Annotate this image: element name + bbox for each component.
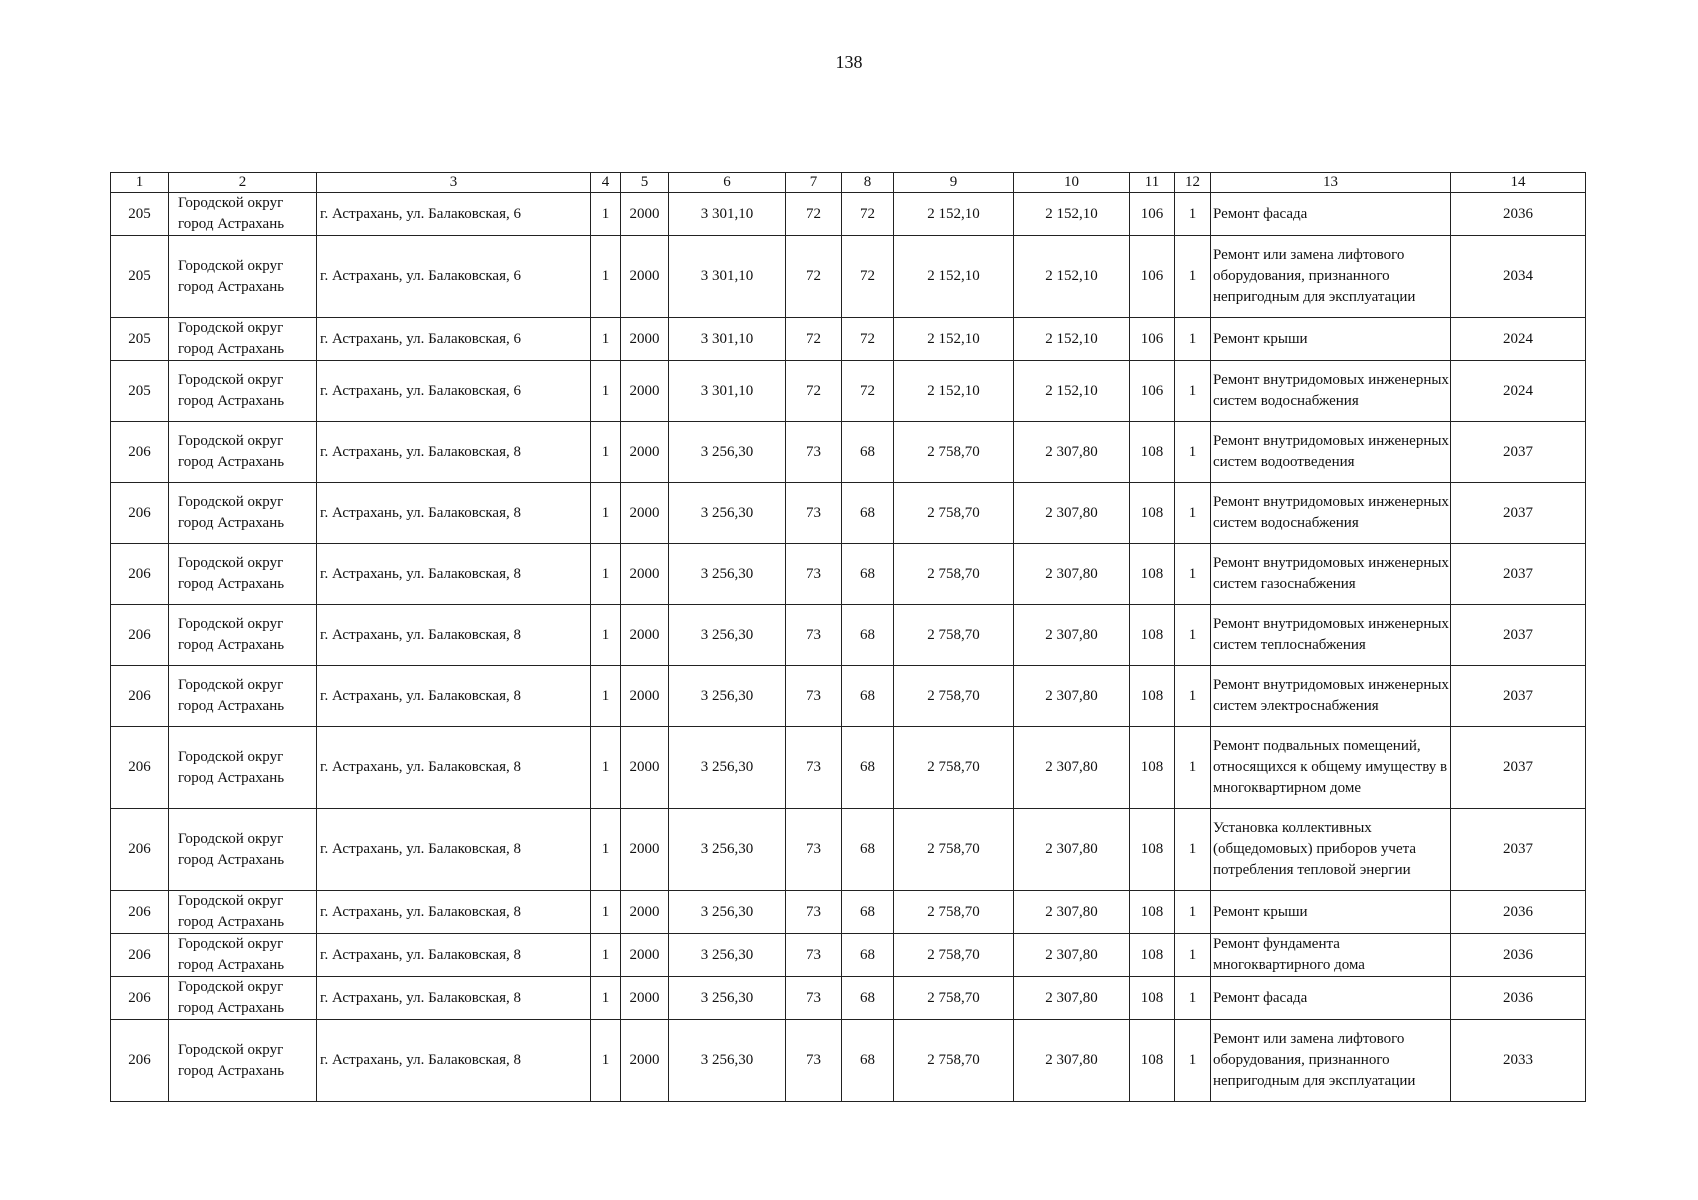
cell-year: 2000	[621, 1020, 669, 1102]
cell-district: Городской округ город Астрахань	[169, 483, 317, 544]
cell-work-type: Ремонт внутридомовых инженерных систем теплоснабжения	[1211, 605, 1451, 666]
cell-planned-year: 2037	[1451, 809, 1586, 891]
cell-planned-year: 2037	[1451, 727, 1586, 809]
cell-address: г. Астрахань, ул. Балаковская, 8	[317, 809, 591, 891]
cell-year: 2000	[621, 666, 669, 727]
cell-area-10: 2 307,80	[1014, 666, 1130, 727]
cell-planned-year: 2024	[1451, 361, 1586, 422]
cell-col-11: 108	[1130, 809, 1175, 891]
cell-col-12: 1	[1175, 605, 1211, 666]
cell-work-type: Ремонт или замена лифтового оборудования, признанного непригодным для эксплуатации	[1211, 236, 1451, 318]
cell-district: Городской округ город Астрахань	[169, 977, 317, 1020]
cell-address: г. Астрахань, ул. Балаковская, 8	[317, 934, 591, 977]
cell-planned-year: 2036	[1451, 934, 1586, 977]
cell-area-total: 3 301,10	[669, 193, 786, 236]
cell-area-10: 2 307,80	[1014, 809, 1130, 891]
cell-col-7: 73	[786, 891, 842, 934]
cell-year: 2000	[621, 727, 669, 809]
cell-col-7: 73	[786, 666, 842, 727]
cell-area-9: 2 152,10	[894, 236, 1014, 318]
cell-row-number: 205	[111, 193, 169, 236]
table-row	[111, 361, 1586, 422]
cell-area-9: 2 758,70	[894, 727, 1014, 809]
cell-address: г. Астрахань, ул. Балаковская, 8	[317, 605, 591, 666]
cell-work-type: Ремонт крыши	[1211, 318, 1451, 361]
cell-col-11: 108	[1130, 1020, 1175, 1102]
cell-planned-year: 2036	[1451, 193, 1586, 236]
cell-year: 2000	[621, 193, 669, 236]
cell-area-9: 2 758,70	[894, 1020, 1014, 1102]
cell-district: Городской округ город Астрахань	[169, 891, 317, 934]
cell-work-type: Ремонт фасада	[1211, 193, 1451, 236]
cell-col-8: 68	[842, 544, 894, 605]
cell-area-10: 2 307,80	[1014, 422, 1130, 483]
cell-address: г. Астрахань, ул. Балаковская, 6	[317, 361, 591, 422]
cell-col-8: 72	[842, 361, 894, 422]
cell-col-11: 108	[1130, 544, 1175, 605]
column-header-6: 6	[669, 173, 786, 193]
cell-year: 2000	[621, 236, 669, 318]
capital-repair-table	[110, 172, 1586, 1102]
cell-row-number: 205	[111, 318, 169, 361]
cell-col-7: 73	[786, 483, 842, 544]
table-row	[111, 1020, 1586, 1102]
cell-area-total: 3 256,30	[669, 934, 786, 977]
cell-area-total: 3 256,30	[669, 666, 786, 727]
cell-col-8: 68	[842, 1020, 894, 1102]
cell-district: Городской округ город Астрахань	[169, 318, 317, 361]
cell-year: 2000	[621, 977, 669, 1020]
cell-year: 2000	[621, 809, 669, 891]
cell-year: 2000	[621, 891, 669, 934]
cell-col-12: 1	[1175, 977, 1211, 1020]
cell-district: Городской округ город Астрахань	[169, 193, 317, 236]
cell-area-total: 3 256,30	[669, 605, 786, 666]
column-number-row	[111, 173, 1586, 193]
cell-col-7: 72	[786, 193, 842, 236]
cell-row-number: 206	[111, 605, 169, 666]
table-row	[111, 318, 1586, 361]
cell-district: Городской округ город Астрахань	[169, 544, 317, 605]
cell-area-10: 2 307,80	[1014, 1020, 1130, 1102]
cell-area-total: 3 256,30	[669, 891, 786, 934]
cell-col-4: 1	[591, 934, 621, 977]
cell-area-10: 2 307,80	[1014, 544, 1130, 605]
cell-row-number: 205	[111, 361, 169, 422]
cell-row-number: 206	[111, 809, 169, 891]
cell-col-4: 1	[591, 666, 621, 727]
cell-col-7: 73	[786, 605, 842, 666]
cell-district: Городской округ город Астрахань	[169, 236, 317, 318]
cell-planned-year: 2024	[1451, 318, 1586, 361]
cell-col-8: 72	[842, 236, 894, 318]
cell-area-9: 2 758,70	[894, 605, 1014, 666]
cell-col-7: 72	[786, 236, 842, 318]
cell-col-4: 1	[591, 361, 621, 422]
cell-work-type: Ремонт внутридомовых инженерных систем газоснабжения	[1211, 544, 1451, 605]
cell-district: Городской округ город Астрахань	[169, 666, 317, 727]
column-header-3: 3	[317, 173, 591, 193]
cell-col-11: 108	[1130, 666, 1175, 727]
column-header-4: 4	[591, 173, 621, 193]
cell-col-7: 73	[786, 544, 842, 605]
column-header-12: 12	[1175, 173, 1211, 193]
cell-col-12: 1	[1175, 727, 1211, 809]
cell-work-type: Ремонт внутридомовых инженерных систем водоотведения	[1211, 422, 1451, 483]
table-row	[111, 727, 1586, 809]
cell-col-7: 73	[786, 934, 842, 977]
column-header-13: 13	[1211, 173, 1451, 193]
cell-area-10: 2 152,10	[1014, 236, 1130, 318]
cell-area-total: 3 301,10	[669, 236, 786, 318]
cell-address: г. Астрахань, ул. Балаковская, 8	[317, 666, 591, 727]
cell-district: Городской округ город Астрахань	[169, 1020, 317, 1102]
column-header-14: 14	[1451, 173, 1586, 193]
column-header-11: 11	[1130, 173, 1175, 193]
cell-area-total: 3 256,30	[669, 727, 786, 809]
cell-col-12: 1	[1175, 193, 1211, 236]
cell-col-11: 108	[1130, 605, 1175, 666]
cell-address: г. Астрахань, ул. Балаковская, 8	[317, 544, 591, 605]
cell-col-11: 106	[1130, 193, 1175, 236]
cell-planned-year: 2037	[1451, 422, 1586, 483]
cell-district: Городской округ город Астрахань	[169, 605, 317, 666]
cell-area-10: 2 152,10	[1014, 193, 1130, 236]
cell-row-number: 205	[111, 236, 169, 318]
cell-work-type: Ремонт подвальных помещений, относящихся к общему имуществу в многоквартирном доме	[1211, 727, 1451, 809]
cell-year: 2000	[621, 934, 669, 977]
column-header-9: 9	[894, 173, 1014, 193]
cell-area-total: 3 256,30	[669, 483, 786, 544]
cell-col-7: 72	[786, 361, 842, 422]
cell-area-total: 3 256,30	[669, 544, 786, 605]
cell-col-8: 68	[842, 666, 894, 727]
cell-year: 2000	[621, 605, 669, 666]
cell-col-8: 68	[842, 483, 894, 544]
cell-col-12: 1	[1175, 891, 1211, 934]
cell-address: г. Астрахань, ул. Балаковская, 8	[317, 422, 591, 483]
column-header-10: 10	[1014, 173, 1130, 193]
cell-year: 2000	[621, 483, 669, 544]
cell-work-type: Ремонт или замена лифтового оборудования, признанного непригодным для эксплуатации	[1211, 1020, 1451, 1102]
cell-planned-year: 2037	[1451, 483, 1586, 544]
cell-year: 2000	[621, 318, 669, 361]
table-row	[111, 934, 1586, 977]
table-row	[111, 891, 1586, 934]
cell-work-type: Ремонт внутридомовых инженерных систем электроснабжения	[1211, 666, 1451, 727]
cell-area-10: 2 152,10	[1014, 361, 1130, 422]
page-number: 138	[835, 52, 863, 72]
column-header-2: 2	[169, 173, 317, 193]
cell-col-4: 1	[591, 605, 621, 666]
cell-row-number: 206	[111, 977, 169, 1020]
cell-col-8: 68	[842, 934, 894, 977]
cell-work-type: Ремонт внутридомовых инженерных систем водоснабжения	[1211, 483, 1451, 544]
cell-col-4: 1	[591, 193, 621, 236]
cell-area-9: 2 758,70	[894, 934, 1014, 977]
cell-col-4: 1	[591, 727, 621, 809]
cell-col-4: 1	[591, 891, 621, 934]
cell-planned-year: 2034	[1451, 236, 1586, 318]
cell-col-8: 68	[842, 977, 894, 1020]
column-header-5: 5	[621, 173, 669, 193]
cell-area-9: 2 152,10	[894, 193, 1014, 236]
table-row	[111, 666, 1586, 727]
table-body	[111, 193, 1586, 1102]
cell-col-12: 1	[1175, 318, 1211, 361]
cell-area-total: 3 256,30	[669, 809, 786, 891]
cell-row-number: 206	[111, 727, 169, 809]
cell-col-7: 72	[786, 318, 842, 361]
cell-area-10: 2 307,80	[1014, 934, 1130, 977]
table-row	[111, 193, 1586, 236]
cell-col-4: 1	[591, 483, 621, 544]
cell-work-type: Установка коллективных (общедомовых) приборов учета потребления тепловой энергии	[1211, 809, 1451, 891]
cell-col-8: 68	[842, 727, 894, 809]
cell-col-11: 108	[1130, 891, 1175, 934]
cell-col-12: 1	[1175, 483, 1211, 544]
table-row	[111, 422, 1586, 483]
cell-col-4: 1	[591, 977, 621, 1020]
cell-col-12: 1	[1175, 544, 1211, 605]
cell-col-11: 108	[1130, 422, 1175, 483]
cell-district: Городской округ город Астрахань	[169, 422, 317, 483]
column-header-7: 7	[786, 173, 842, 193]
cell-area-9: 2 152,10	[894, 361, 1014, 422]
cell-work-type: Ремонт фасада	[1211, 977, 1451, 1020]
table-row	[111, 605, 1586, 666]
cell-row-number: 206	[111, 1020, 169, 1102]
cell-col-8: 68	[842, 809, 894, 891]
cell-address: г. Астрахань, ул. Балаковская, 6	[317, 236, 591, 318]
cell-col-4: 1	[591, 422, 621, 483]
cell-col-8: 72	[842, 193, 894, 236]
cell-year: 2000	[621, 422, 669, 483]
column-header-8: 8	[842, 173, 894, 193]
cell-district: Городской округ город Астрахань	[169, 727, 317, 809]
cell-area-10: 2 307,80	[1014, 891, 1130, 934]
cell-col-4: 1	[591, 809, 621, 891]
cell-col-4: 1	[591, 318, 621, 361]
cell-col-12: 1	[1175, 934, 1211, 977]
cell-area-9: 2 152,10	[894, 318, 1014, 361]
cell-area-9: 2 758,70	[894, 666, 1014, 727]
cell-col-12: 1	[1175, 809, 1211, 891]
cell-col-12: 1	[1175, 1020, 1211, 1102]
cell-work-type: Ремонт крыши	[1211, 891, 1451, 934]
cell-col-11: 108	[1130, 727, 1175, 809]
cell-planned-year: 2037	[1451, 605, 1586, 666]
cell-work-type: Ремонт фундамента многоквартирного дома	[1211, 934, 1451, 977]
cell-row-number: 206	[111, 666, 169, 727]
table-row	[111, 544, 1586, 605]
cell-col-12: 1	[1175, 361, 1211, 422]
cell-col-11: 108	[1130, 977, 1175, 1020]
cell-work-type: Ремонт внутридомовых инженерных систем водоснабжения	[1211, 361, 1451, 422]
cell-area-10: 2 152,10	[1014, 318, 1130, 361]
cell-col-7: 73	[786, 727, 842, 809]
cell-col-7: 73	[786, 977, 842, 1020]
cell-year: 2000	[621, 544, 669, 605]
cell-planned-year: 2037	[1451, 544, 1586, 605]
cell-address: г. Астрахань, ул. Балаковская, 8	[317, 1020, 591, 1102]
cell-address: г. Астрахань, ул. Балаковская, 6	[317, 318, 591, 361]
cell-col-11: 108	[1130, 934, 1175, 977]
cell-col-8: 68	[842, 605, 894, 666]
cell-row-number: 206	[111, 891, 169, 934]
cell-area-9: 2 758,70	[894, 891, 1014, 934]
cell-address: г. Астрахань, ул. Балаковская, 8	[317, 977, 591, 1020]
cell-area-total: 3 256,30	[669, 1020, 786, 1102]
cell-col-12: 1	[1175, 422, 1211, 483]
table-row	[111, 236, 1586, 318]
cell-address: г. Астрахань, ул. Балаковская, 8	[317, 483, 591, 544]
cell-col-11: 106	[1130, 318, 1175, 361]
cell-planned-year: 2036	[1451, 977, 1586, 1020]
cell-area-total: 3 301,10	[669, 318, 786, 361]
cell-area-10: 2 307,80	[1014, 483, 1130, 544]
cell-address: г. Астрахань, ул. Балаковская, 8	[317, 727, 591, 809]
cell-area-10: 2 307,80	[1014, 977, 1130, 1020]
cell-area-9: 2 758,70	[894, 422, 1014, 483]
cell-area-10: 2 307,80	[1014, 727, 1130, 809]
column-header-1: 1	[111, 173, 169, 193]
cell-row-number: 206	[111, 483, 169, 544]
cell-area-10: 2 307,80	[1014, 605, 1130, 666]
cell-district: Городской округ город Астрахань	[169, 361, 317, 422]
cell-col-8: 68	[842, 891, 894, 934]
cell-area-9: 2 758,70	[894, 544, 1014, 605]
cell-col-7: 73	[786, 422, 842, 483]
cell-district: Городской округ город Астрахань	[169, 934, 317, 977]
cell-district: Городской округ город Астрахань	[169, 809, 317, 891]
cell-area-9: 2 758,70	[894, 977, 1014, 1020]
table-row	[111, 977, 1586, 1020]
cell-planned-year: 2037	[1451, 666, 1586, 727]
cell-planned-year: 2036	[1451, 891, 1586, 934]
cell-col-4: 1	[591, 236, 621, 318]
cell-address: г. Астрахань, ул. Балаковская, 6	[317, 193, 591, 236]
cell-col-8: 68	[842, 422, 894, 483]
cell-col-7: 73	[786, 809, 842, 891]
cell-col-8: 72	[842, 318, 894, 361]
cell-row-number: 206	[111, 544, 169, 605]
table-row	[111, 809, 1586, 891]
cell-col-12: 1	[1175, 236, 1211, 318]
cell-area-9: 2 758,70	[894, 809, 1014, 891]
cell-year: 2000	[621, 361, 669, 422]
cell-planned-year: 2033	[1451, 1020, 1586, 1102]
cell-area-total: 3 301,10	[669, 361, 786, 422]
cell-col-4: 1	[591, 1020, 621, 1102]
cell-row-number: 206	[111, 934, 169, 977]
cell-address: г. Астрахань, ул. Балаковская, 8	[317, 891, 591, 934]
table-row	[111, 483, 1586, 544]
cell-col-11: 106	[1130, 236, 1175, 318]
cell-col-4: 1	[591, 544, 621, 605]
cell-col-11: 108	[1130, 483, 1175, 544]
cell-col-11: 106	[1130, 361, 1175, 422]
cell-area-9: 2 758,70	[894, 483, 1014, 544]
cell-row-number: 206	[111, 422, 169, 483]
cell-area-total: 3 256,30	[669, 977, 786, 1020]
cell-col-7: 73	[786, 1020, 842, 1102]
cell-col-12: 1	[1175, 666, 1211, 727]
cell-area-total: 3 256,30	[669, 422, 786, 483]
